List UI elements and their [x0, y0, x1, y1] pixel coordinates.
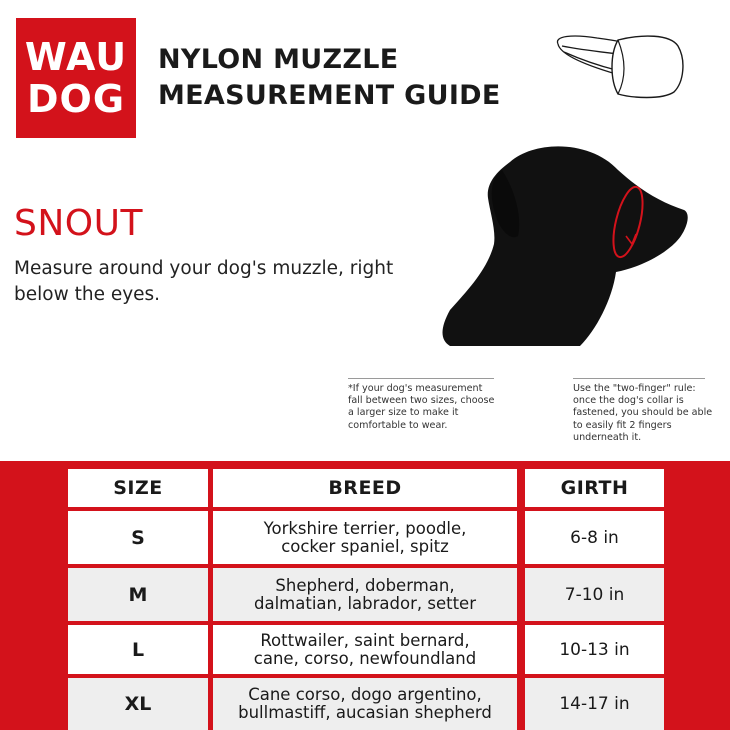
table-row-size: L — [68, 625, 208, 674]
table-row-breed — [213, 568, 517, 621]
title-line-1: NYLON MUZZLE — [158, 44, 399, 75]
logo-line-1: WAU — [24, 35, 128, 79]
snout-heading: SNOUT — [14, 203, 143, 244]
header-girth: GIRTH — [525, 469, 664, 507]
note-two-finger-rule: Use the "two-finger" rule: once the dog's collar is fastened, you should be able to easily fit 2 fingers underneath it. — [573, 383, 713, 443]
breed-line: Rottwailer, saint bernard, — [260, 630, 470, 650]
note-right-divider — [573, 378, 705, 379]
breed-line: Shepherd, doberman, — [275, 575, 455, 595]
breed-line: dalmatian, labrador, setter — [254, 593, 476, 613]
table-row-girth: 14-17 in — [525, 678, 664, 730]
muzzle-illustration-icon — [552, 30, 692, 105]
note-left-divider — [348, 378, 494, 379]
breed-line: Cane corso, dogo argentino, — [248, 685, 482, 704]
table-row-girth: 6-8 in — [525, 511, 664, 564]
breed-line: bullmastiff, aucasian shepherd — [238, 703, 492, 722]
snout-instruction: Measure around your dog's muzzle, right below the eyes. — [14, 258, 394, 305]
logo-line-2: DOG — [26, 77, 126, 121]
header-breed: BREED — [213, 469, 517, 507]
table-row-girth: 7-10 in — [525, 568, 664, 621]
table-row-size: M — [68, 568, 208, 621]
waudog-logo — [16, 18, 136, 138]
breed-line: cane, corso, newfoundland — [253, 648, 477, 668]
table-row-breed — [213, 625, 517, 674]
table-row-breed — [213, 678, 517, 730]
breed-line: cocker spaniel, spitz — [281, 536, 449, 556]
table-row-breed — [213, 511, 517, 564]
title-line-2: MEASUREMENT GUIDE — [158, 80, 501, 111]
header-size: SIZE — [68, 469, 208, 507]
table-row-size: XL — [68, 678, 208, 730]
dog-head-silhouette-icon — [440, 140, 690, 350]
table-row-size: S — [68, 511, 208, 564]
note-size-advice: *If your dog's measurement fall between two sizes, choose a larger size to make it comfortable to wear. — [348, 383, 495, 431]
page-title — [158, 42, 501, 114]
breed-line: Yorkshire terrier, poodle, — [263, 518, 467, 538]
table-row-girth: 10-13 in — [525, 625, 664, 674]
